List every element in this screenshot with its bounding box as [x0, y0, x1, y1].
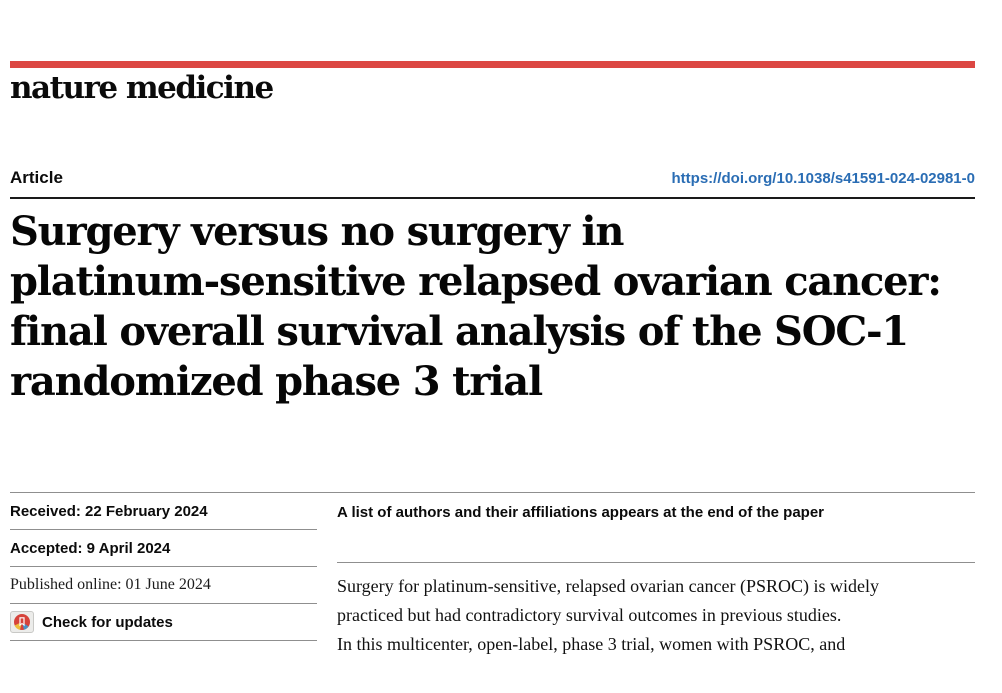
header-divider — [10, 197, 975, 199]
article-header-row — [10, 168, 975, 188]
accepted-date: Accepted: 9 April 2024 — [10, 539, 171, 557]
check-for-updates-button[interactable] — [10, 604, 317, 641]
abstract-text — [337, 572, 975, 659]
article-type-label: Article — [10, 168, 63, 187]
brand-red-bar — [10, 61, 975, 68]
title-line: Surgery versus no surgery in — [10, 208, 624, 255]
title-line: randomized phase 3 trial — [10, 358, 542, 405]
authors-note: A list of authors and their affiliations appears at the end of the paper — [337, 504, 825, 521]
crossmark-icon — [10, 611, 34, 633]
journal-logo: nature medicine — [10, 70, 273, 106]
doi-link[interactable]: https://doi.org/10.1038/s41591-024-02981-0 — [671, 170, 975, 187]
abstract-divider — [337, 562, 975, 563]
abstract-line: Surgery for platinum-sensitive, relapsed ovarian cancer (PSROC) is widely — [337, 576, 880, 596]
page-title — [10, 207, 975, 407]
received-row — [10, 493, 317, 530]
published-date: Published online: 01 June 2024 — [10, 576, 211, 593]
abstract-line: In this multicenter, open-label, phase 3 trial, women with PSROC, and — [337, 634, 846, 654]
accepted-row — [10, 530, 317, 567]
history-column — [10, 493, 317, 659]
abstract-column — [337, 493, 975, 659]
article-info-section — [10, 492, 975, 659]
title-line: platinum-sensitive relapsed ovarian cancer: — [10, 258, 941, 305]
abstract-line: practiced but had contradictory survival outcomes in previous studies. — [337, 605, 842, 625]
check-for-updates-label: Check for updates — [42, 613, 173, 631]
title-line: final overall survival analysis of the SOC-1 — [10, 308, 909, 355]
received-date: Received: 22 February 2024 — [10, 502, 208, 520]
published-row — [10, 567, 317, 604]
